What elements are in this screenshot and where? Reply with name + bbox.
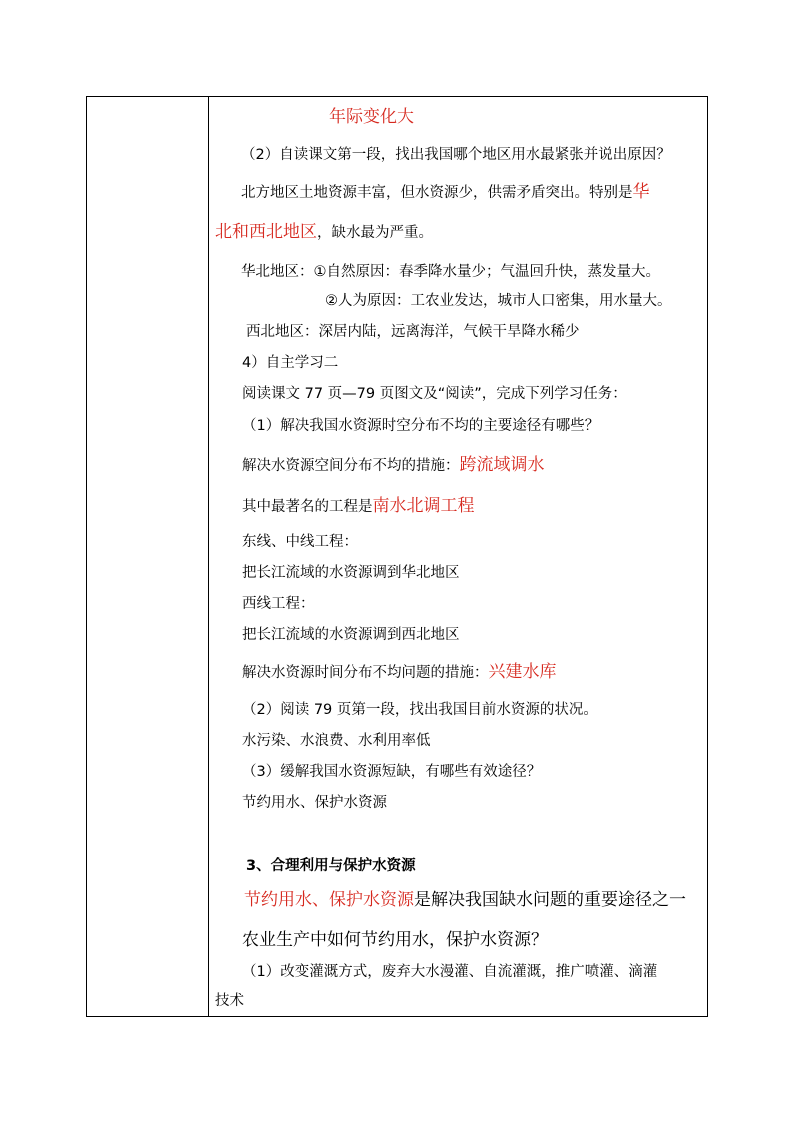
text-line: 把长江流域的水资源调到华北地区 [242,565,460,581]
text-span: 北方地区土地资源丰富，但水资源少，供需矛盾突出。特别是 [241,185,633,201]
text-line: ②人为原因：工农业发达，城市人口密集，用水量大。 [325,293,672,309]
answer-line [242,663,557,682]
question-line: （2）阅读 79 页第一段，找出我国目前水资源的状况。 [242,702,598,718]
section-heading: 3、合理利用与保护水资源 [246,858,416,874]
highlight-span: 北和西北地区 [215,222,317,242]
text-line: 技术 [215,993,244,1009]
text-line: 东线、中线工程： [242,534,358,550]
highlight-span: 南水北调工程 [372,496,475,516]
answer-line [241,183,650,202]
text-span: ，缺水最为严重。 [317,225,433,241]
answer-line: 年际变化大 [329,107,414,127]
answer-line [242,456,545,475]
text-span: 是解决我国缺水问题的重要途径之一 [414,890,686,910]
question-line: 农业生产中如何节约用水，保护水资源？ [242,930,548,950]
highlight-span: 华 [632,182,650,202]
question-line: （1）解决我国水资源时空分布不均的主要途径有哪些？ [242,418,600,434]
content-table [86,96,708,1017]
section-heading: 4）自主学习二 [242,355,339,371]
text-line: 节约用水、保护水资源 [242,795,387,811]
answer-line [242,497,475,516]
text-line: 水污染、水浪费、水利用率低 [242,733,431,749]
highlight-span: 跨流域调水 [459,455,545,475]
content-cell [209,97,707,1016]
text-span: 解决水资源时间分布不均问题的措施： [242,665,489,681]
text-line: 把长江流域的水资源调到西北地区 [242,627,460,643]
highlight-span: 节约用水、保护水资源 [244,890,414,910]
text-line: 华北地区：①自然原因：春季降水量少；气温回升快，蒸发量大。 [241,264,660,280]
text-line: 西线工程： [242,596,315,612]
text-line: 西北地区：深居内陆，远离海洋，气候干旱降水稀少 [246,324,580,340]
text-span: 解决水资源空间分布不均的措施： [242,458,460,474]
text-line: （1）改变灌溉方式，废弃大水漫灌、自流灌溉，推广喷灌、滴灌 [242,964,658,980]
text-span: 其中最著名的工程是 [242,499,373,515]
answer-line [215,223,433,242]
highlight-span: 兴建水库 [488,662,557,682]
answer-line [244,891,686,910]
question-line: （3）缓解我国水资源短缺，有哪些有效途径？ [242,764,542,780]
text-line: 阅读课文 77 页—79 页图文及“阅读”，完成下列学习任务： [242,386,627,402]
question-line: （2）自读课文第一段，找出我国哪个地区用水最紧张并说出原因？ [241,147,671,163]
